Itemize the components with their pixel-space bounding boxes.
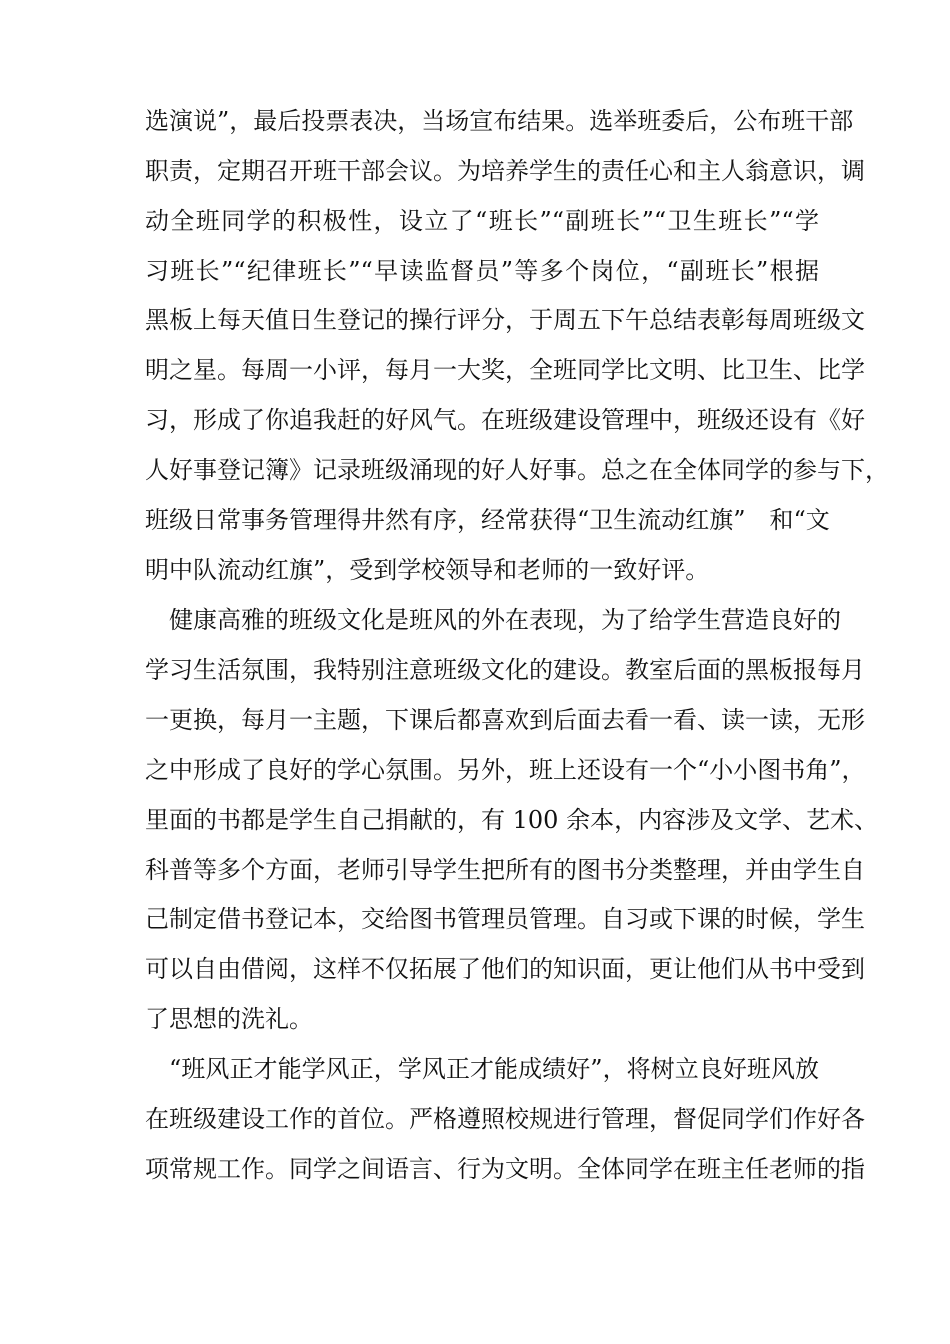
text-line: 习，形成了你追我赶的好风气。在班级建设管理中，班级还设有《好 xyxy=(145,406,865,434)
text-line: 之中形成了良好的学心氛围。另外，班上还设有一个“小小图书角”， xyxy=(145,756,866,784)
text-line: 人好事登记簿》记录班级涌现的好人好事。总之在全体同学的参与下， xyxy=(145,456,889,484)
text-line: 在班级建设工作的首位。严格遵照校规进行管理，督促同学们作好各 xyxy=(145,1105,865,1133)
text-line: 一更换，每月一主题，下课后都喜欢到后面去看一看、读一读，无形 xyxy=(145,706,865,734)
text-line: 职责，定期召开班干部会议。为培养学生的责任心和主人翁意识，调 xyxy=(145,157,865,185)
text-line: 健康高雅的班级文化是班风的外在表现，为了给学生营造良好的 xyxy=(145,606,841,634)
text-line: 明之星。每周一小评，每月一大奖，全班同学比文明、比卫生、比学 xyxy=(145,356,865,384)
text-line: 动全班同学的积极性，设立了“班长”“副班长”“卫生班长”“学 xyxy=(145,207,819,235)
text-line: 黑板上每天值日生登记的操行评分，于周五下午总结表彰每周班级文 xyxy=(145,306,865,334)
text-line: 习班长”“纪律班长”“早读监督员”等多个岗位，“副班长”根据 xyxy=(145,257,819,285)
text-line: 项常规工作。同学之间语言、行为文明。全体同学在班主任老师的指 xyxy=(145,1155,865,1183)
text-line: 科普等多个方面，老师引导学生把所有的图书分类整理，并由学生自 xyxy=(145,856,865,884)
text-line: 学习生活氛围，我特别注意班级文化的建设。教室后面的黑板报每月 xyxy=(145,656,865,684)
text-line: 了思想的洗礼。 xyxy=(145,1005,313,1033)
text-line: 己制定借书登记本，交给图书管理员管理。自习或下课的时候，学生 xyxy=(145,905,865,933)
text-line: 选演说”，最后投票表决，当场宣布结果。选举班委后，公布班干部 xyxy=(145,107,854,135)
text-line: 班级日常事务管理得井然有序，经常获得“卫生流动红旗” 和“文 xyxy=(145,506,830,534)
text-line: 明中队流动红旗”，受到学校领导和老师的一致好评。 xyxy=(145,556,710,584)
text-line: “班风正才能学风正，学风正才能成绩好”，将树立良好班风放 xyxy=(145,1055,819,1083)
text-line: 里面的书都是学生自己捐献的，有 100 余本，内容涉及文学、艺术、 xyxy=(145,806,879,834)
text-line: 可以自由借阅，这样不仅拓展了他们的知识面，更让他们从书中受到 xyxy=(145,955,865,983)
